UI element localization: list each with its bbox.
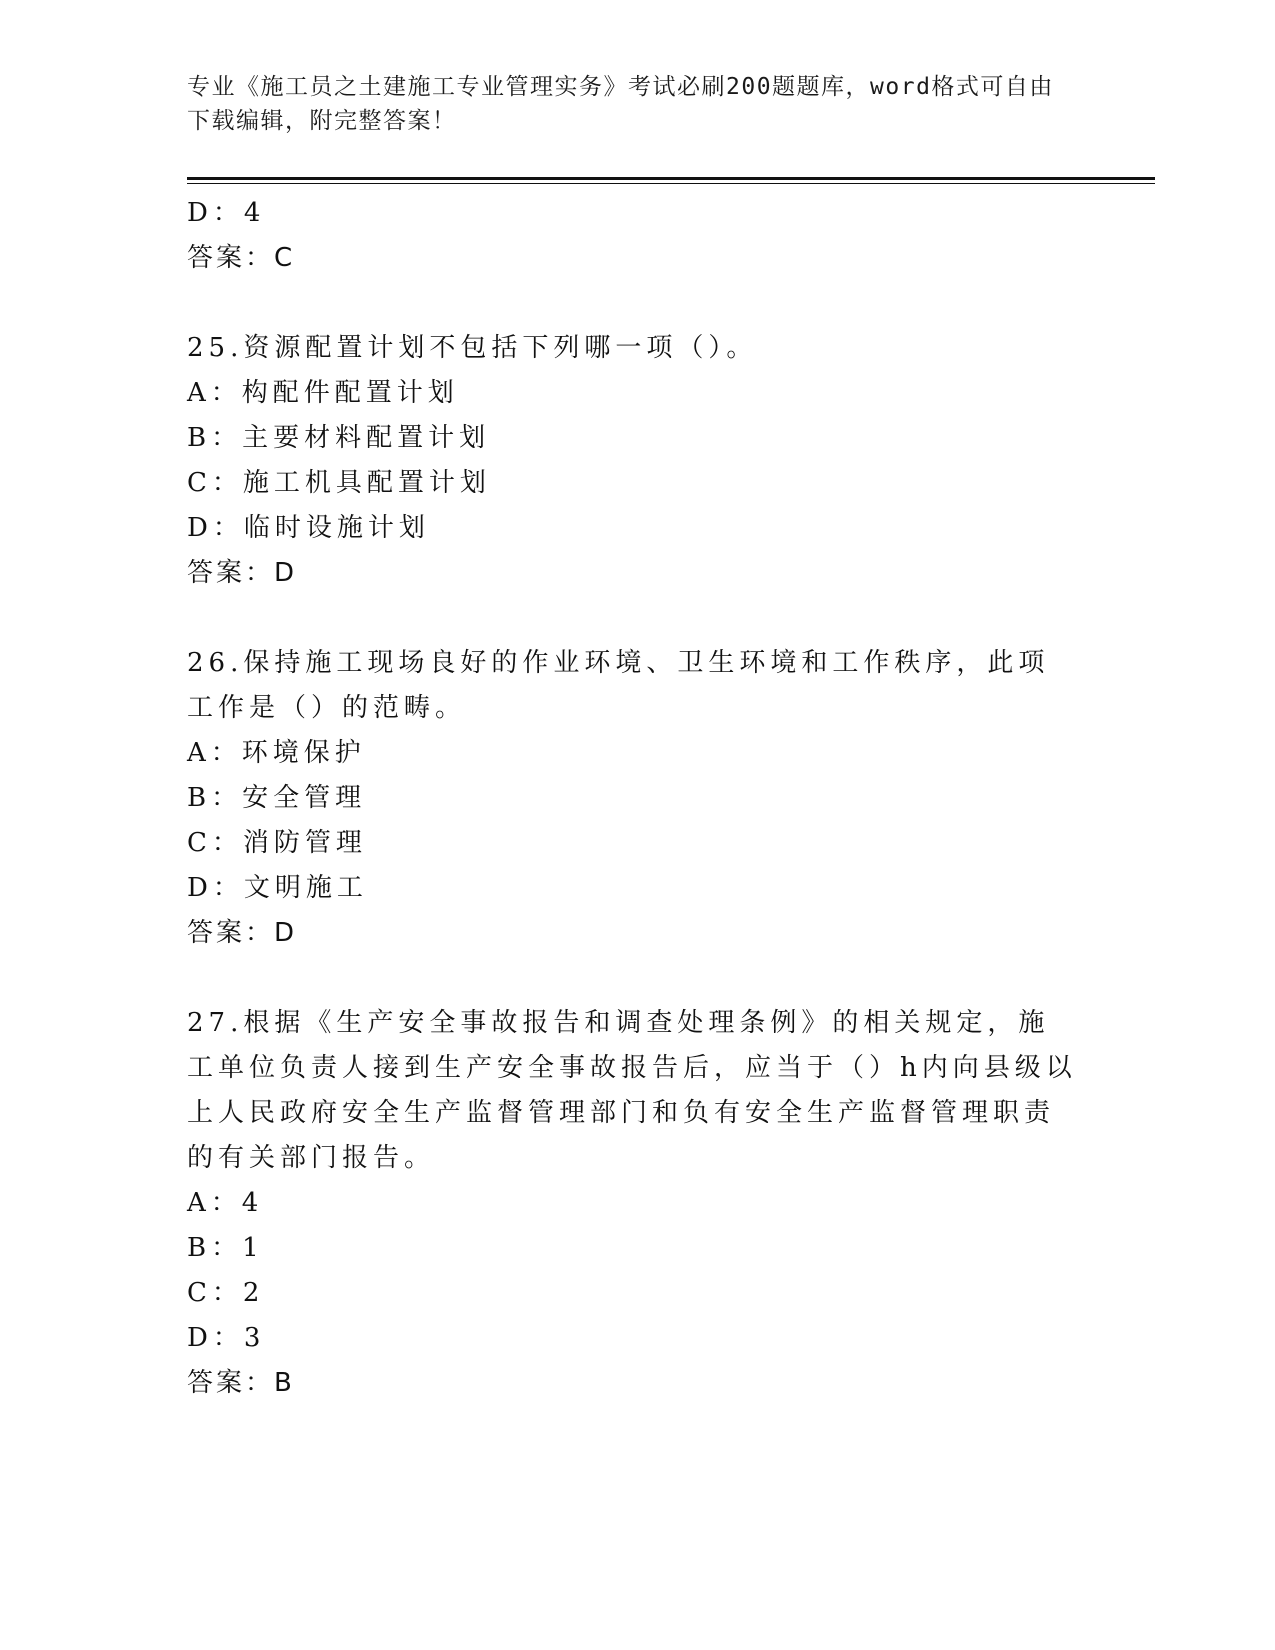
option-a: A：4	[187, 1188, 264, 1218]
spacer	[187, 281, 1087, 326]
answer: 答案：D	[187, 558, 298, 588]
answer: 答案：C	[187, 243, 296, 273]
option-d: D：3	[187, 1323, 266, 1353]
answer: 答案：D	[187, 918, 298, 948]
option-a: A：环境保护	[187, 738, 366, 768]
option-b: B：1	[187, 1233, 264, 1263]
question-25	[187, 326, 1087, 596]
spacer	[187, 956, 1087, 1001]
option-c: C：消防管理	[187, 828, 367, 858]
option-c: C：施工机具配置计划	[187, 468, 491, 498]
question-stem: 26.保持施工现场良好的作业环境、卫生环境和工作秩序，此项工作是（）的范畴。	[187, 648, 1050, 723]
question-26	[187, 641, 1087, 956]
option-c: C：2	[187, 1278, 265, 1308]
spacer	[187, 596, 1087, 641]
document-body	[187, 191, 1087, 1406]
question-27	[187, 1001, 1087, 1406]
option-a: A：构配件配置计划	[187, 378, 459, 408]
option-d: D：4	[187, 198, 266, 228]
page-header: 专业《施工员之土建施工专业管理实务》考试必刷200题题库，word格式可自由下载编辑，附完整答案！	[187, 74, 1054, 134]
question-stem: 25.资源配置计划不包括下列哪一项（）。	[187, 333, 758, 363]
option-b: B：主要材料配置计划	[187, 423, 491, 453]
header-divider	[187, 177, 1155, 180]
header-divider-thin	[187, 183, 1155, 184]
option-d: D：文明施工	[187, 873, 368, 903]
question-stem: 27.根据《生产安全事故报告和调查处理条例》的相关规定，施工单位负责人接到生产安全事故报告后，应当于（）h内向县级以上人民政府安全生产监督管理部门和负有安全生产监督管理职责的有关部门报告。	[187, 1008, 1077, 1173]
option-b: B：安全管理	[187, 783, 367, 813]
answer: 答案：B	[187, 1368, 295, 1398]
option-d: D：临时设施计划	[187, 513, 430, 543]
